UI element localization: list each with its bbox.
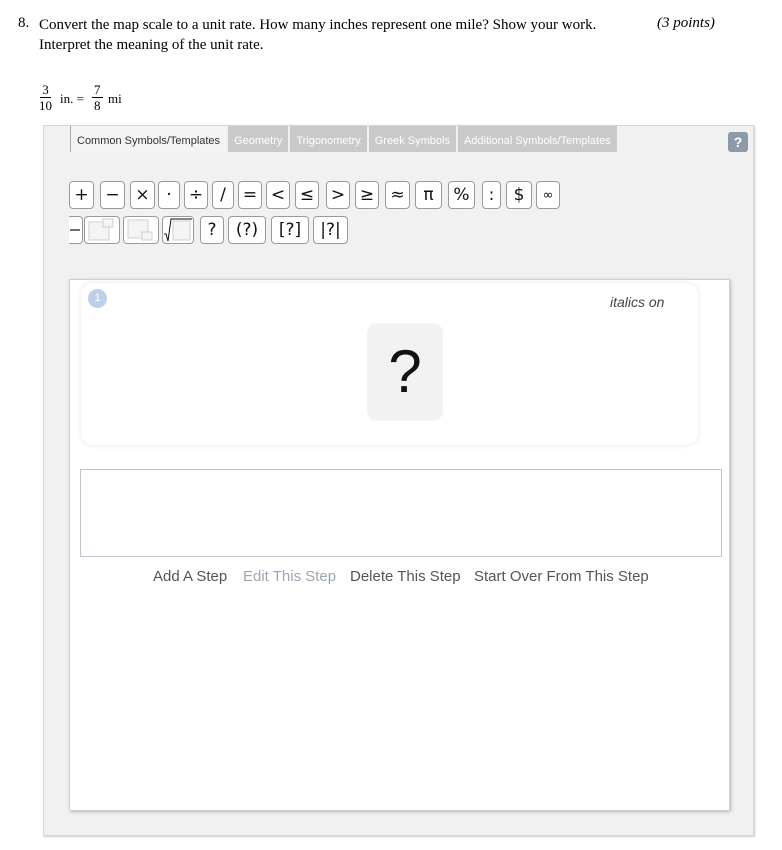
superscript-template-button[interactable] — [84, 216, 120, 244]
symbol-times-button[interactable]: × — [130, 181, 155, 209]
symbol-slash-button[interactable]: / — [212, 181, 234, 209]
left-denominator: 10 — [39, 98, 52, 113]
symbol-less-than-button[interactable]: < — [266, 181, 290, 209]
right-numerator: 7 — [94, 82, 101, 97]
step-panel — [69, 279, 730, 811]
absolute-value-template-button[interactable]: |?| — [313, 216, 348, 244]
subscript-template-icon — [126, 218, 156, 242]
symbol-dot-button[interactable]: · — [158, 181, 180, 209]
symbol-divide-button[interactable]: ÷ — [184, 181, 208, 209]
equation-left-unit: in. = — [60, 91, 84, 106]
equation-left-fraction — [39, 83, 52, 113]
tab-common-symbols[interactable]: Common Symbols/Templates — [70, 126, 226, 152]
step-canvas[interactable] — [81, 283, 698, 445]
question-text — [39, 15, 619, 55]
symbol-percent-button[interactable]: % — [448, 181, 475, 209]
tab-geometry[interactable]: Geometry — [228, 126, 288, 152]
superscript-template-icon — [87, 218, 117, 242]
help-button[interactable]: ? — [728, 132, 748, 152]
overline-template-button[interactable] — [69, 216, 83, 244]
add-step-button[interactable]: Add A Step — [153, 568, 228, 585]
symbol-pi-button[interactable]: π — [415, 181, 442, 209]
start-over-button[interactable]: Start Over From This Step — [474, 568, 649, 585]
edit-step-button[interactable]: Edit This Step — [243, 568, 337, 585]
step-input-field[interactable] — [80, 469, 722, 557]
question-points: (3 points) — [657, 15, 715, 31]
symbol-equals-button[interactable]: = — [238, 181, 262, 209]
symbol-approx-button[interactable]: ≈ — [385, 181, 410, 209]
left-numerator: 3 — [42, 82, 49, 97]
subscript-template-button[interactable] — [123, 216, 159, 244]
placeholder-box[interactable]: ? — [367, 323, 443, 421]
symbol-less-equal-button[interactable]: ≤ — [295, 181, 319, 209]
question-line-2: Interpret the meaning of the unit rate. — [39, 37, 264, 53]
symbol-dollar-button[interactable]: $ — [506, 181, 532, 209]
brackets-template-button[interactable]: [?] — [271, 216, 309, 244]
square-root-icon — [163, 218, 193, 242]
question-line-1: Convert the map scale to a unit rate. How many inches represent one mile? Show your work. — [39, 17, 597, 33]
italics-toggle[interactable]: italics on — [610, 294, 665, 310]
symbol-colon-button[interactable]: : — [482, 181, 501, 209]
symbol-greater-than-button[interactable]: > — [326, 181, 350, 209]
tab-additional-symbols[interactable]: Additional Symbols/Templates — [458, 126, 617, 152]
square-root-template-button[interactable] — [162, 216, 194, 244]
tab-trigonometry[interactable]: Trigonometry — [290, 126, 366, 152]
symbol-plus-button[interactable]: + — [69, 181, 94, 209]
tab-greek-symbols[interactable]: Greek Symbols — [369, 126, 456, 152]
delete-step-button[interactable]: Delete This Step — [350, 568, 461, 585]
editor-tabs — [70, 126, 619, 152]
symbol-minus-button[interactable]: − — [100, 181, 125, 209]
question-number: 8. — [18, 15, 30, 31]
equation-right-fraction — [92, 83, 103, 113]
symbol-infinity-button[interactable]: ∞ — [536, 181, 560, 209]
parentheses-template-button[interactable]: (?) — [228, 216, 266, 244]
right-denominator: 8 — [94, 98, 101, 113]
placeholder-template-button[interactable]: ? — [200, 216, 224, 244]
symbol-greater-equal-button[interactable]: ≥ — [355, 181, 379, 209]
step-number-badge: 1 — [88, 289, 107, 308]
equation-right-unit: mi — [108, 91, 122, 106]
math-editor — [43, 125, 754, 836]
overline-icon — [70, 218, 82, 242]
